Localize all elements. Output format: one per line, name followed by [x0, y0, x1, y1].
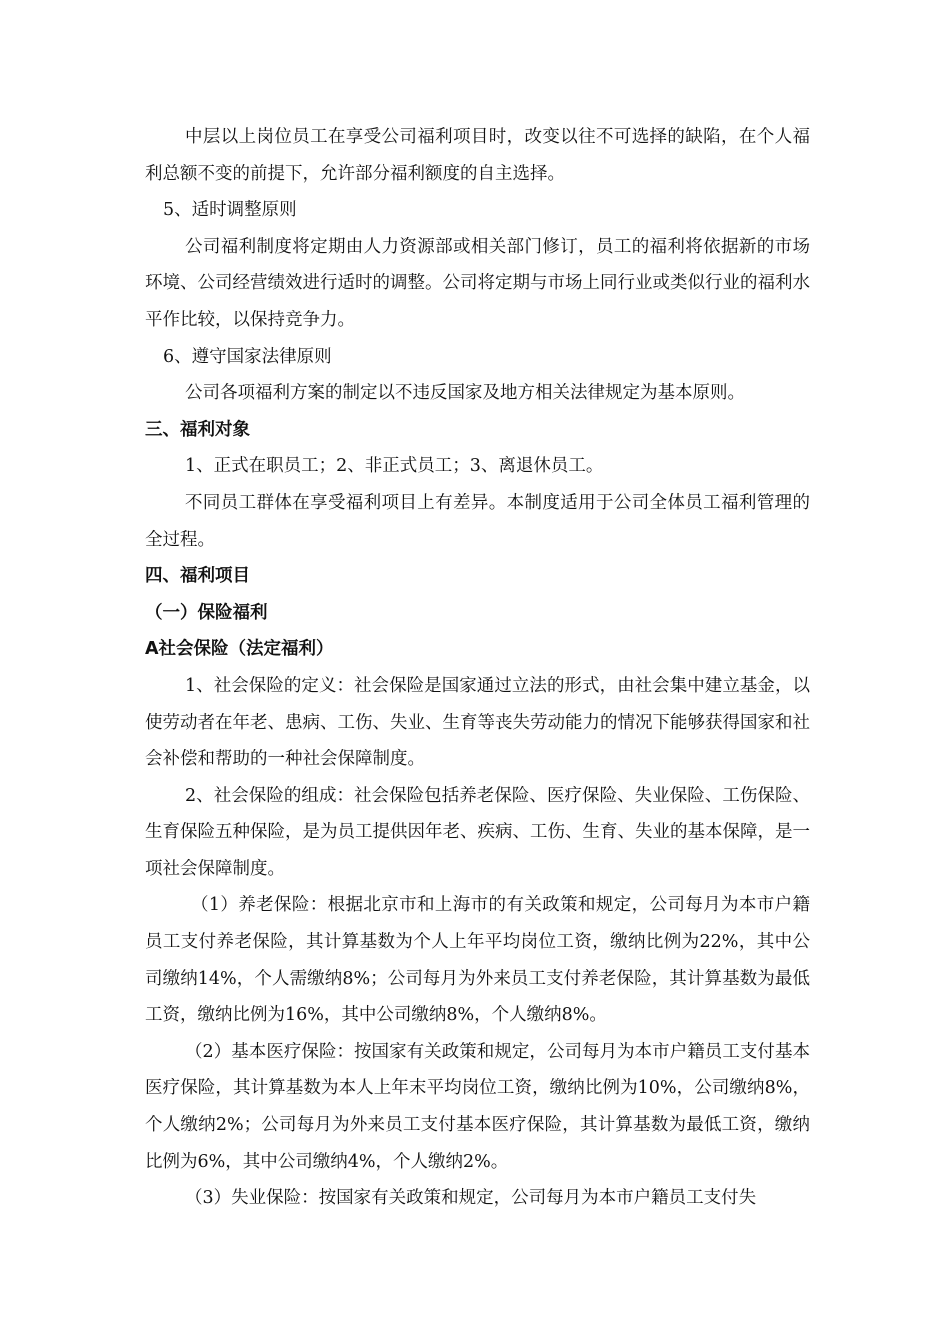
- paragraph-social-insurance-definition: 1、社会保险的定义：社会保险是国家通过立法的形式，由社会集中建立基金，以使劳动者在年老、患病、工伤、失业、生育等丧失劳动能力的情况下能够获得国家和社会补偿和帮助的一种社会保障制度。: [145, 675, 810, 770]
- paragraph-scope: 不同员工群体在享受福利项目上有差异。本制度适用于公司全体员工福利管理的全过程。: [145, 492, 810, 550]
- paragraph-medical-insurance: （2）基本医疗保险：按国家有关政策和规定，公司每月为本市户籍员工支付基本医疗保险，其计算基数为本人上年末平均岗位工资，缴纳比例为10%，公司缴纳8%，个人缴纳2%；公司每月为外来员工支付基本医疗保险，其计算基数为最低工资，缴纳比例为6%，其中公司缴纳4%，个人缴纳2%。: [145, 1041, 810, 1172]
- paragraph-pension-insurance: （1）养老保险：根据北京市和上海市的有关政策和规定，公司每月为本市户籍员工支付养老保险，其计算基数为个人上年平均岗位工资，缴纳比例为22%，其中公司缴纳14%，个人需缴纳8%；公司每月为外来员工支付养老保险，其计算基数为最低工资，缴纳比例为16%，其中公司缴纳8%，个人缴纳8%。: [145, 895, 810, 1026]
- paragraph-unemployment-insurance: （3）失业保险：按国家有关政策和规定，公司每月为本市户籍员工支付失: [185, 1188, 757, 1209]
- paragraph-social-insurance-composition: 2、社会保险的组成：社会保险包括养老保险、医疗保险、失业保险、工伤保险、生育保险五种保险，是为员工提供因年老、疾病、工伤、生育、失业的基本保障，是一项社会保障制度。: [145, 785, 810, 879]
- paragraph-employee-types: 1、正式在职员工；2、非正式员工；3、离退休员工。: [185, 456, 604, 477]
- subsection-heading-social-insurance: A社会保险（法定福利）: [145, 639, 334, 660]
- document-body: [145, 119, 810, 1217]
- section-heading-welfare-items: 四、福利项目: [145, 566, 250, 587]
- principle-heading-timely-adjustment: 5、适时调整原则: [163, 200, 297, 221]
- paragraph-legal-compliance: 公司各项福利方案的制定以不违反国家及地方相关法律规定为基本原则。: [185, 383, 745, 404]
- principle-heading-legal-compliance: 6、遵守国家法律原则: [163, 346, 332, 367]
- paragraph-welfare-choice: 中层以上岗位员工在享受公司福利项目时，改变以往不可选择的缺陷，在个人福利总额不变的前提下，允许部分福利额度的自主选择。: [145, 127, 810, 184]
- section-heading-welfare-targets: 三、福利对象: [145, 419, 250, 440]
- subsection-heading-insurance: （一）保险福利: [145, 602, 268, 623]
- paragraph-timely-adjustment: 公司福利制度将定期由人力资源部或相关部门修订，员工的福利将依据新的市场环境、公司经营绩效进行适时的调整。公司将定期与市场上同行业或类似行业的福利水平作比较，以保持竞争力。: [145, 236, 810, 330]
